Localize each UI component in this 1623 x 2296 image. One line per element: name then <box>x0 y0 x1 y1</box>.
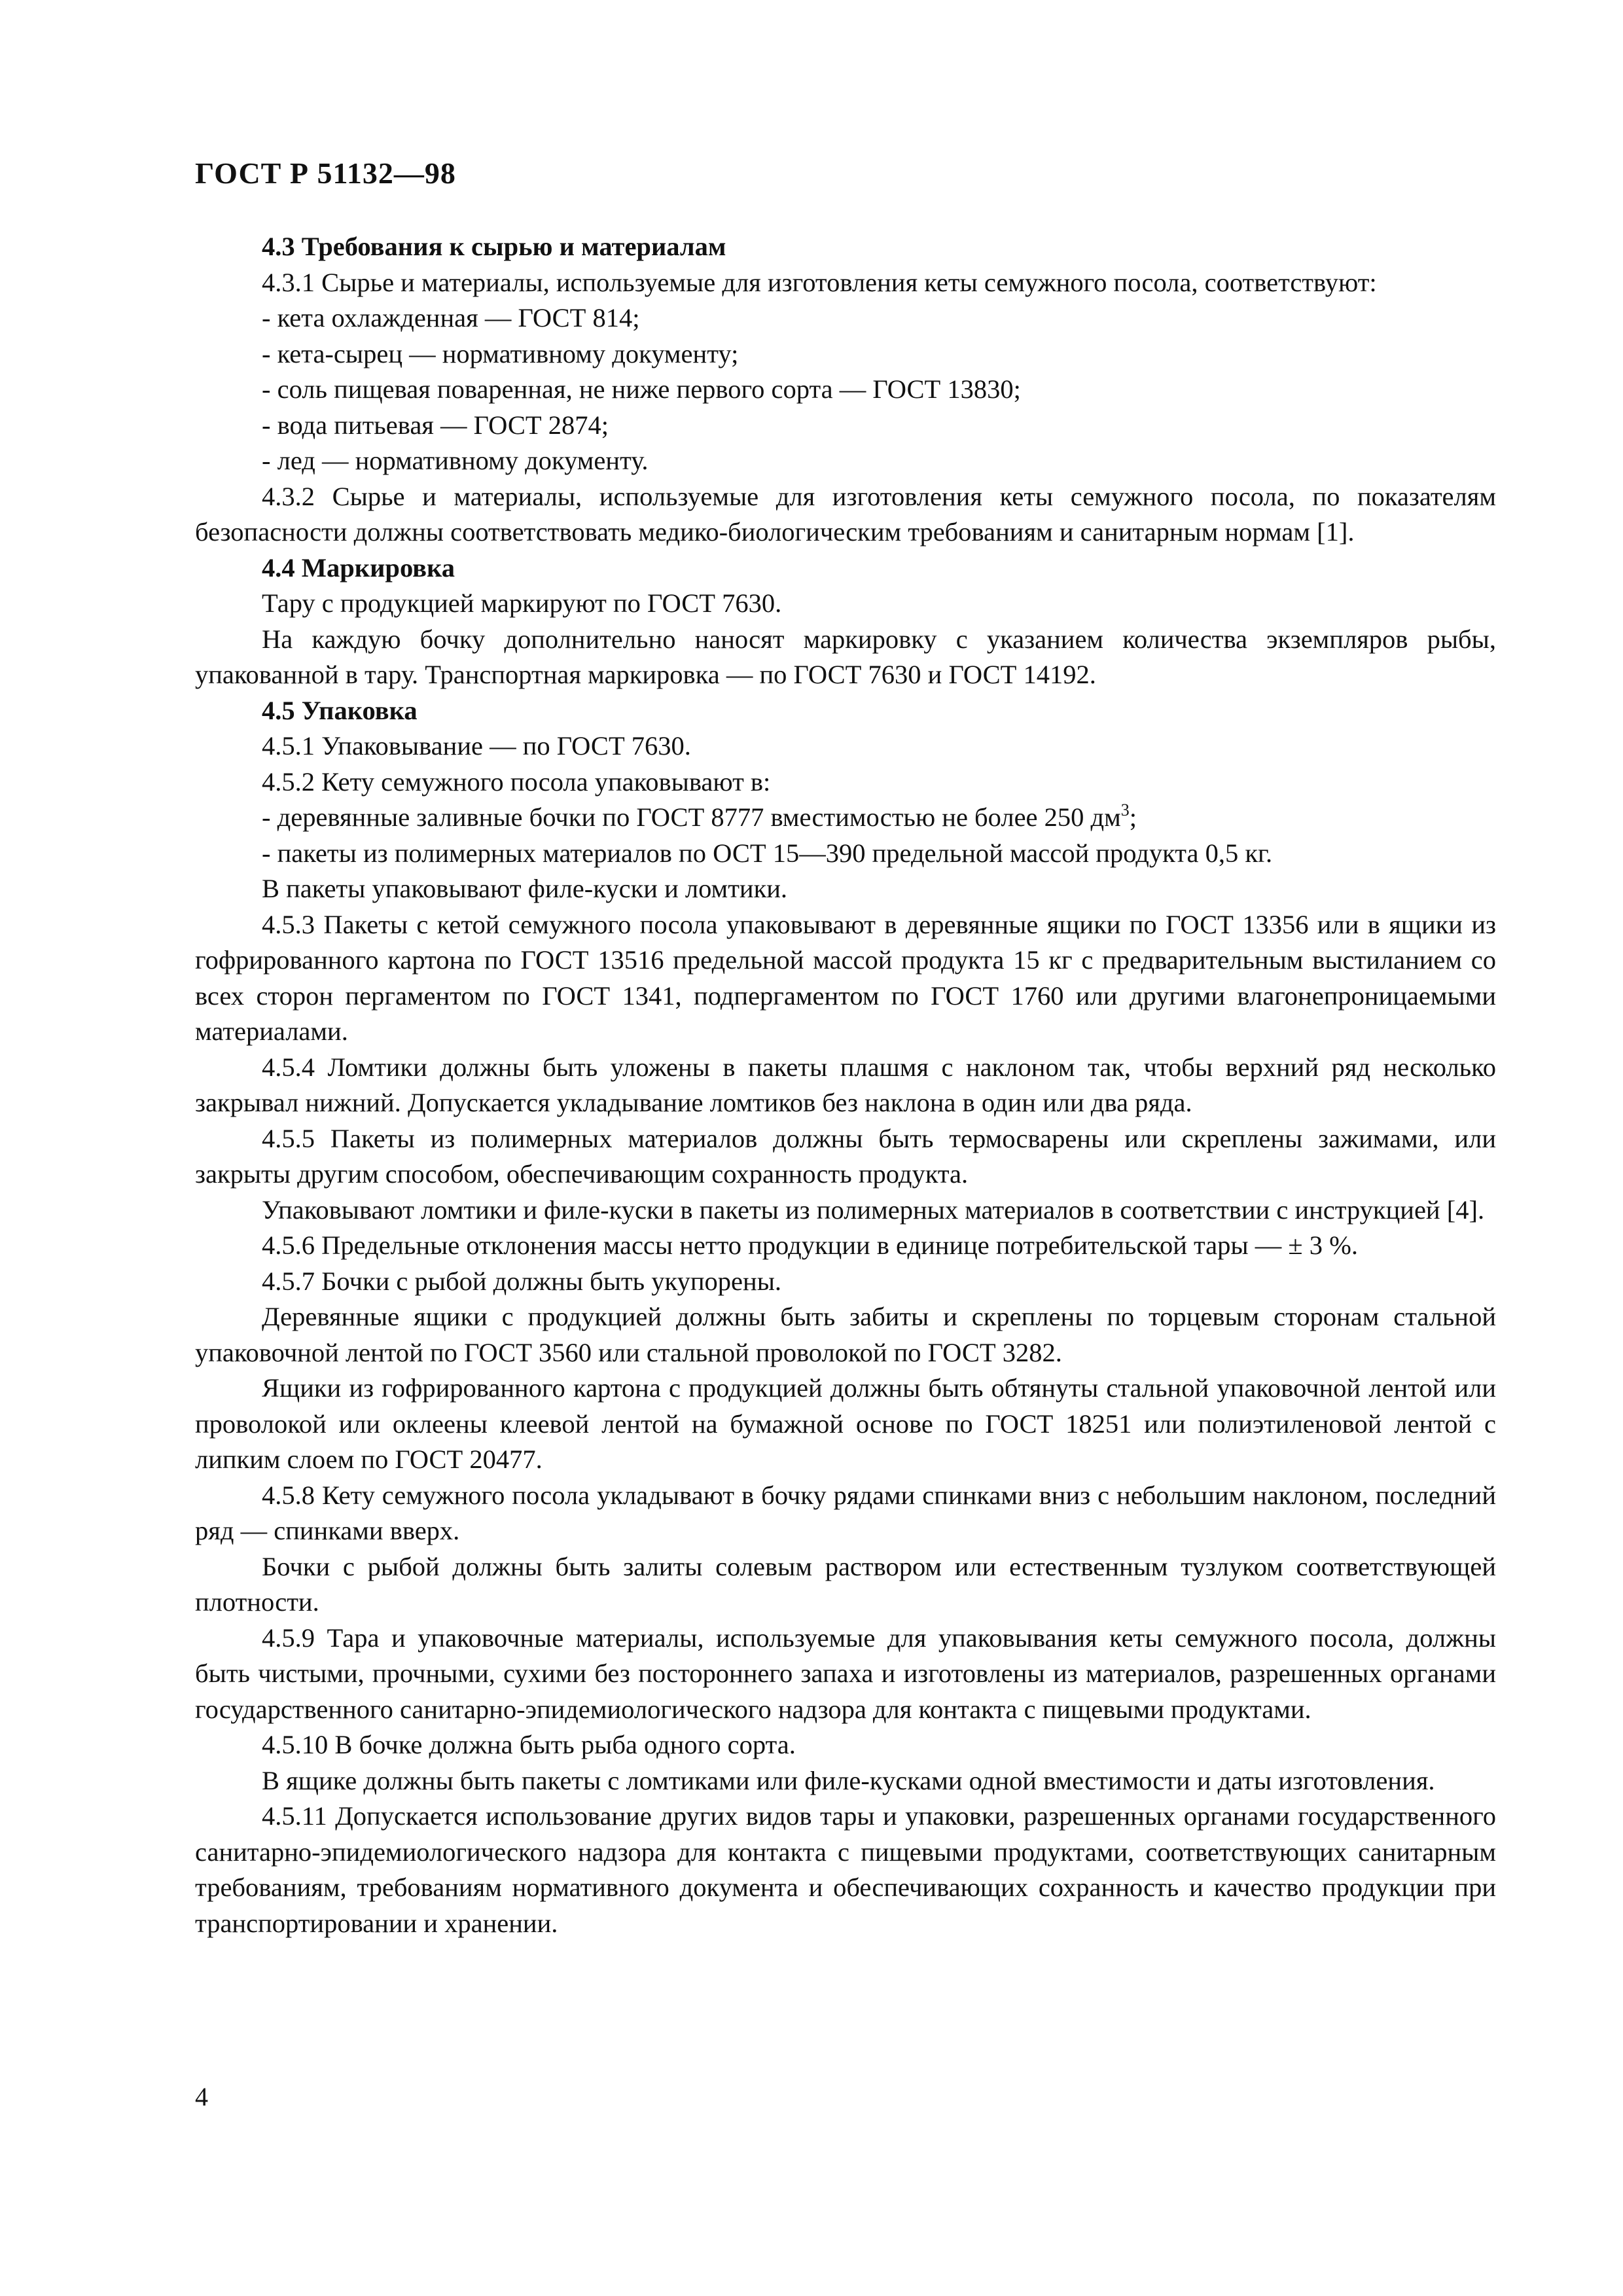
paragraph-4-5-7: 4.5.7 Бочки с рыбой должны быть укупорены. <box>262 1266 782 1296</box>
paragraph-4-5-2: 4.5.2 Кету семужного посола упаковывают в: <box>262 766 771 797</box>
document-header: ГОСТ Р 51132—98 <box>195 156 456 190</box>
section-heading-4-3: 4.3 Требования к сырью и материалам <box>262 232 726 261</box>
list-item-end: ; <box>1129 802 1137 832</box>
list-item: - лед — нормативному документу. <box>262 446 649 475</box>
paragraph-4-5-3: 4.5.3 Пакеты с кетой семужного посола упаковывают в деревянные ящики по ГОСТ 13356 или в ящики из гофрированного картона по ГОСТ 13516 предельной массой продукта 15 кг с предварительным выстиланием со всех сторон пергаментом по ГОСТ 1341, подпергаментом по ГОСТ 1760 или другими влагонепроницаемыми материалами. <box>195 909 1496 1046</box>
document-body <box>195 229 1496 1941</box>
paragraph-4-5-4: 4.5.4 Ломтики должны быть уложены в пакеты плашмя с наклоном так, чтобы верхний ряд несколько закрывал нижний. Допускается укладывание ломтиков без наклона в один или два ряда. <box>195 1052 1496 1117</box>
paragraph: На каждую бочку дополнительно наносят маркировку с указанием количества экземпляров рыбы, упакованной в тару. Транспортная маркировка — по ГОСТ 7630 и ГОСТ 14192. <box>195 624 1496 689</box>
paragraph-4-5-10: 4.5.10 В бочке должна быть рыба одного сорта. <box>262 1730 796 1759</box>
paragraph: Деревянные ящики с продукцией должны быть забиты и скреплены по торцевым сторонам стальной упаковочной лентой по ГОСТ 3560 или стальной проволокой по ГОСТ 3282. <box>195 1302 1496 1367</box>
section-heading-4-4: 4.4 Маркировка <box>262 552 455 583</box>
list-item: - кета охлажденная — ГОСТ 814; <box>262 303 640 332</box>
paragraph-4-5-11: 4.5.11 Допускается использование других видов тары и упаковки, разрешенных органами государственного санитарно-эпидемиологического надзора для контакта с пищевыми продуктами, соответствующих санитарным требованиям, требованиям нормативного документа и обеспечивающих сохранность и качество продукции при транспортировании и хранении. <box>195 1801 1496 1938</box>
list-item: - пакеты из полимерных материалов по ОСТ 15—390 предельной массой продукта 0,5 кг. <box>262 838 1273 868</box>
paragraph: В пакеты упаковывают филе-куски и ломтики. <box>262 874 788 903</box>
paragraph-4-5-8: 4.5.8 Кету семужного посола укладывают в бочку рядами спинками вниз с небольшим наклоном, последний ряд — спинками вверх. <box>195 1480 1496 1545</box>
paragraph: Бочки с рыбой должны быть залиты солевым раствором или естественным тузлуком соответствующей плотности. <box>195 1551 1496 1617</box>
page-number: 4 <box>195 2082 208 2111</box>
list-item: - вода питьевая — ГОСТ 2874; <box>262 410 609 440</box>
paragraph-4-3-2: 4.3.2 Сырье и материалы, используемые для изготовления кеты семужного посола, по показателям безопасности должны соответствовать медико-биологическим требованиям и санитарным нормам [1]. <box>195 481 1496 547</box>
paragraph: Тару с продукцией маркируют по ГОСТ 7630. <box>262 588 782 618</box>
paragraph-4-5-6: 4.5.6 Предельные отклонения массы нетто продукции в единице потребительской тары — ± 3 %. <box>262 1230 1358 1260</box>
paragraph: В ящике должны быть пакеты с ломтиками или филе-кусками одной вместимости и даты изготовления. <box>262 1765 1435 1795</box>
list-item: - соль пищевая поваренная, не ниже первого сорта — ГОСТ 13830; <box>262 374 1021 404</box>
paragraph-4-3-1: 4.3.1 Сырье и материалы, используемые для изготовления кеты семужного посола, соответствуют: <box>262 267 1377 297</box>
paragraph-4-5-9: 4.5.9 Тара и упаковочные материалы, используемые для упаковывания кеты семужного посола, должны быть чистыми, прочными, сухими без постороннего запаха и изготовлены из материалов, разрешенных органами государственного санитарно-эпидемиологического надзора для контакта с пищевыми продуктами. <box>195 1623 1496 1724</box>
paragraph: Ящики из гофрированного картона с продукцией должны быть обтянуты стальной упаковочной лентой или проволокой или оклеены клеевой лентой на бумажной основе по ГОСТ 18251 или полиэтиленовой лентой с липким слоем по ГОСТ 20477. <box>195 1373 1496 1474</box>
section-heading-4-5: 4.5 Упаковка <box>262 695 418 725</box>
list-item: - кета-сырец — нормативному документу; <box>262 338 739 368</box>
list-item-text: - деревянные заливные бочки по ГОСТ 8777 вместимостью не более 250 дм <box>262 802 1121 832</box>
list-item <box>195 800 1496 836</box>
paragraph: Упаковывают ломтики и филе-куски в пакеты из полимерных материалов в соответствии с инструкцией [4]. <box>262 1194 1485 1225</box>
paragraph-4-5-5: 4.5.5 Пакеты из полимерных материалов должны быть термосварены или скреплены зажимами, или закрыты другим способом, обеспечивающим сохранность продукта. <box>195 1123 1496 1189</box>
superscript: 3 <box>1120 800 1130 819</box>
paragraph-4-5-1: 4.5.1 Упаковывание — по ГОСТ 7630. <box>262 731 691 761</box>
